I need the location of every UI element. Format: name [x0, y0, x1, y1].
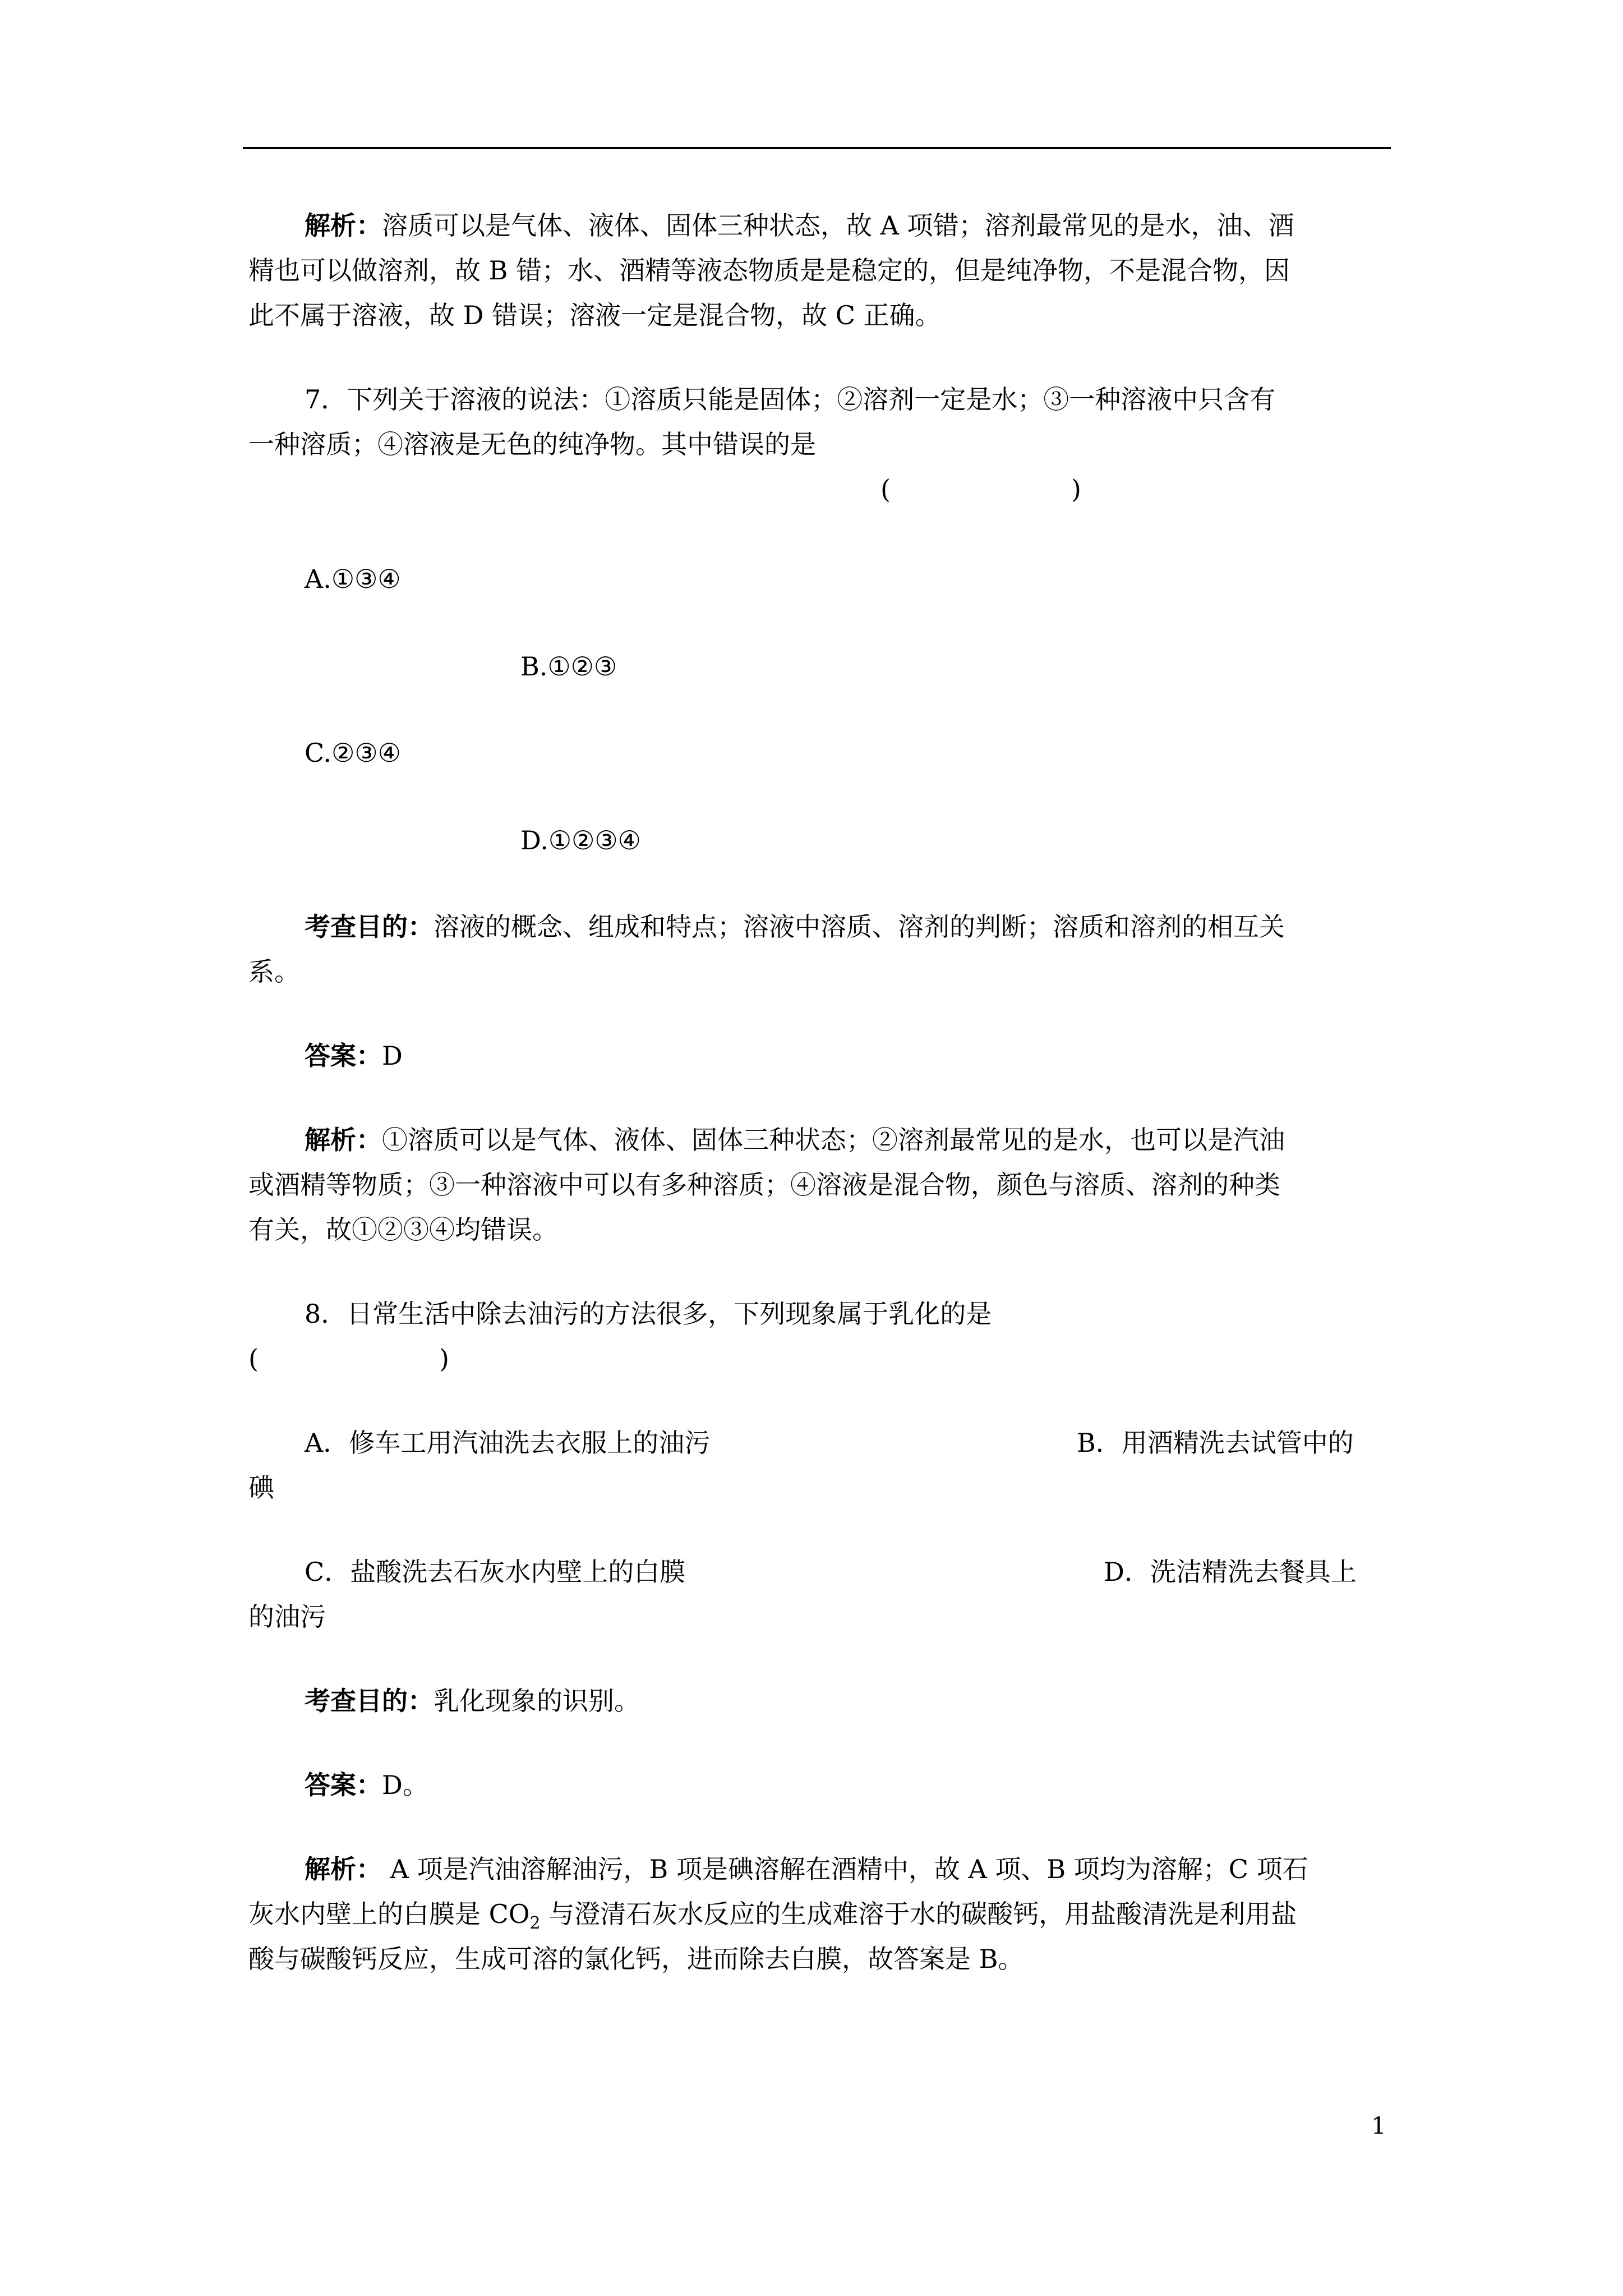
q7-answer-label: 答案：: [305, 1041, 382, 1071]
q8-analysis-label: 解析：: [305, 1854, 382, 1884]
header-rule: [243, 147, 1391, 149]
q6-analysis-label: 解析：: [305, 210, 382, 241]
q7-analysis-line-1: 解析：①溶质可以是气体、液体、固体三种状态；②溶剂最常见的是水，也可以是汽油: [305, 1125, 1285, 1155]
q7-option-b: B.①②③: [520, 651, 617, 682]
q8-purpose-label: 考查目的：: [305, 1686, 434, 1716]
q7-answer-blank: ( ): [880, 474, 1081, 504]
q8-option-b-continued: 碘: [248, 1473, 274, 1503]
q7-purpose-label: 考查目的：: [305, 912, 434, 942]
q7-stem-line-1: 7．下列关于溶液的说法：①溶质只能是固体；②溶剂一定是水；③一种溶液中只含有: [305, 384, 1276, 415]
q6-analysis-line-3: 此不属于溶液，故 D 错误；溶液一定是混合物，故 C 正确。: [248, 300, 941, 330]
q8-purpose: 考查目的：乳化现象的识别。: [305, 1686, 640, 1716]
q7-option-d: D.①②③④: [520, 825, 641, 855]
q8-answer: 答案：D。: [305, 1770, 428, 1800]
q7-purpose-line-2: 系。: [248, 956, 300, 987]
q8-option-c: C．盐酸洗去石灰水内壁上的白膜: [305, 1557, 686, 1587]
q7-option-c: C.②③④: [305, 738, 401, 768]
q6-analysis-line-1: 解析：溶质可以是气体、液体、固体三种状态，故 A 项错；溶剂最常见的是水，油、酒: [305, 210, 1294, 241]
q7-purpose-line-1: 考查目的：溶液的概念、组成和特点；溶液中溶质、溶剂的判断；溶质和溶剂的相互关: [305, 912, 1285, 942]
q8-option-b: B．用酒精洗去试管中的: [1077, 1428, 1354, 1458]
q8-analysis-line-3: 酸与碳酸钙反应，生成可溶的氯化钙，进而除去白膜，故答案是 B。: [248, 1944, 1024, 1974]
q8-answer-label: 答案：: [305, 1770, 382, 1800]
q7-analysis-line-3: 有关，故①②③④均错误。: [248, 1214, 558, 1245]
q6-analysis-line-2: 精也可以做溶剂，故 B 错；水、酒精等液态物质是是稳定的，但是纯净物，不是混合物，因: [248, 255, 1290, 286]
q8-option-a: A．修车工用汽油洗去衣服上的油污: [305, 1428, 711, 1458]
q8-stem: 8．日常生活中除去油污的方法很多，下列现象属于乳化的是: [305, 1299, 992, 1329]
q7-answer: 答案：D: [305, 1041, 403, 1071]
q8-option-d: D．洗洁精洗去餐具上: [1104, 1557, 1357, 1587]
q7-stem-line-2: 一种溶质；④溶液是无色的纯净物。其中错误的是: [248, 429, 816, 459]
q8-analysis-line-1: 解析： A 项是汽油溶解油污，B 项是碘溶解在酒精中，故 A 项、B 项均为溶解；C 项石: [305, 1854, 1308, 1884]
q7-analysis-label: 解析：: [305, 1125, 382, 1155]
subscript-2: 2: [529, 1913, 541, 1934]
q7-analysis-line-2: 或酒精等物质；③一种溶液中可以有多种溶质；④溶液是混合物，颜色与溶质、溶剂的种类: [248, 1170, 1280, 1200]
q8-analysis-line-2: 灰水内壁上的白膜是 $CO_2$ 与澄清石灰水反应的生成难溶于水的碳酸钙，用盐酸清洗是利用盐: [248, 1899, 1297, 1934]
q7-option-a: A.①③④: [305, 564, 401, 594]
page-number: 1: [1371, 2112, 1386, 2139]
q8-option-d-continued: 的油污: [248, 1602, 326, 1632]
q8-answer-blank: ( ): [248, 1343, 449, 1374]
